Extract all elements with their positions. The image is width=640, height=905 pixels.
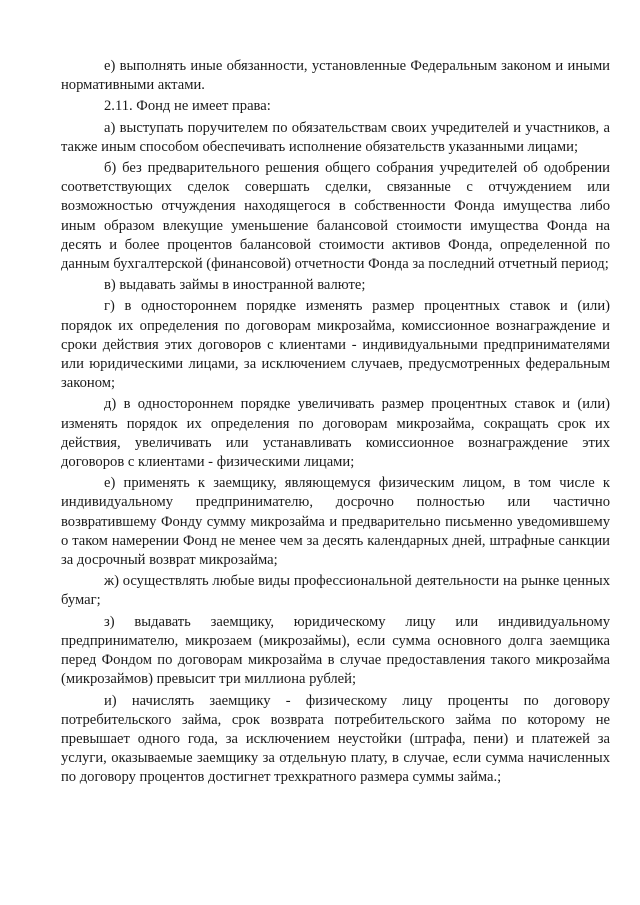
paragraph-e-obligations: е) выполнять иные обязанности, установленные Федеральным законом и иными нормативными актами. bbox=[61, 58, 610, 94]
document-body bbox=[61, 57, 610, 790]
paragraph-z: з) выдавать заемщику, юридическому лицу или индивидуальному предпринимателю, микрозаем (микрозаймы), если сумма основного долга заемщика перед Фондом по договорам микрозайма в случае предоставления такого микрозайма (микрозаймов) превысит три миллиона рублей; bbox=[61, 613, 610, 688]
paragraph-e: е) применять к заемщику, являющемуся физическим лицом, в том числе к индивидуальному предпринимателю, досрочно полностью или частично возвратившему Фонду сумму микрозайма и предварительно письменно уведомившему о таком намерении Фонд не менее чем за десять календарных дней, штрафные санкции за досрочный возврат микрозайма; bbox=[61, 475, 610, 569]
paragraph-b: б) без предварительного решения общего собрания учредителей об одобрении соответствующих сделок совершать сделки, связанные с отчуждением или возможностью отчуждения находящегося в собственности Фонда имущества либо иным образом влекущие уменьшение балансовой стоимости имущества Фонда на десять и более процентов балансовой стоимости активов Фонда, определенной по данным бухгалтерской (финансовой) отчетности Фонда за последний отчетный период; bbox=[61, 160, 610, 273]
paragraph-i: и) начислять заемщику - физическому лицу проценты по договору потребительского займа, срок возврата потребительского займа по которому не превышает одного года, за исключением неустойки (штрафа, пени) и платежей за услуги, оказываемые заемщику за отдельную плату, в случае, если сумма начисленных по договору процентов достигнет трехкратного размера суммы займа.; bbox=[61, 692, 610, 786]
section-heading-2-11: 2.11. Фонд не имеет права: bbox=[104, 98, 271, 115]
paragraph-zh: ж) осуществлять любые виды профессиональной деятельности на рынке ценных бумаг; bbox=[61, 573, 610, 609]
paragraph-v: в) выдавать займы в иностранной валюте; bbox=[104, 277, 366, 294]
paragraph-a: а) выступать поручителем по обязательствам своих учредителей и участников, а также иным способом обеспечивать исполнение обязательств указанными лицами; bbox=[61, 119, 610, 155]
paragraph-d: д) в одностороннем порядке увеличивать размер процентных ставок и (или) изменять порядок их определения по договорам микрозайма, сокращать срок их действия, увеличивать или устанавливать комиссионное вознаграждение этих договоров с клиентами - физическими лицами; bbox=[61, 396, 610, 471]
paragraph-g: г) в одностороннем порядке изменять размер процентных ставок и (или) порядок их определения по договорам микрозайма, комиссионное вознаграждение и сроки действия этих договоров с клиентами - индивидуальными предпринимателями или юридическими лицами, за исключением случаев, предусмотренных федеральным законом; bbox=[61, 298, 610, 392]
